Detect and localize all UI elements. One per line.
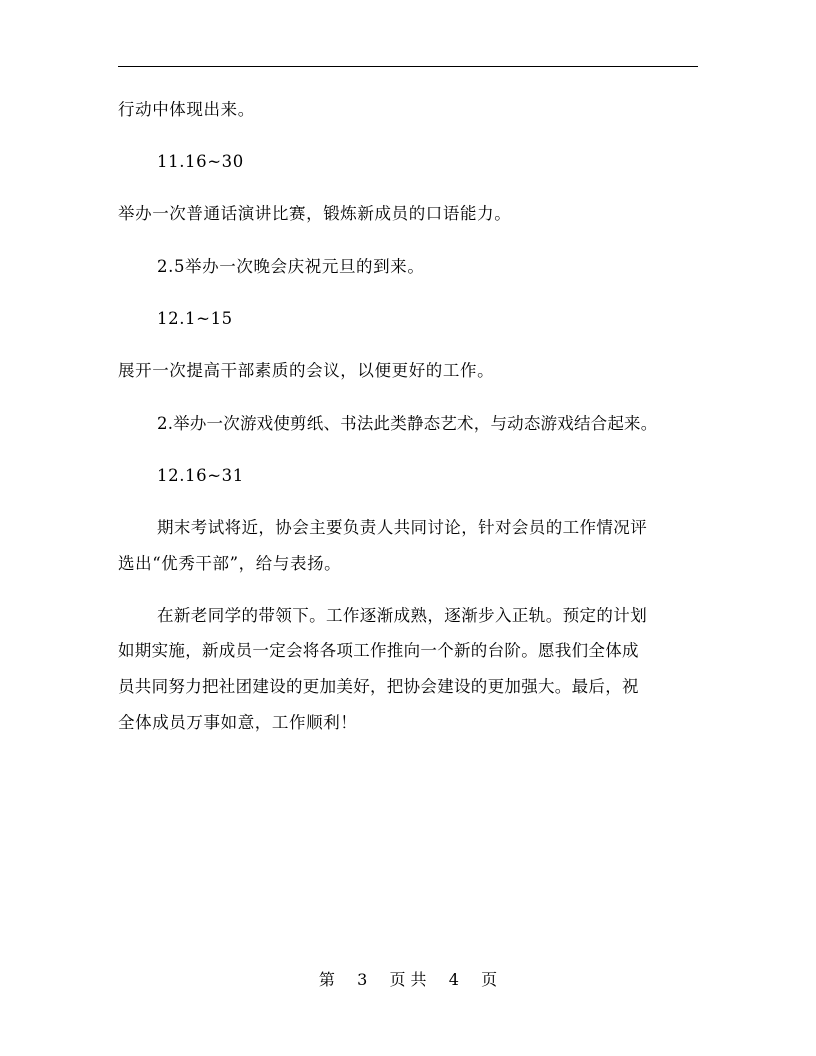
page-footer [0,970,816,990]
date-line-1: 11.16~30 [157,152,244,171]
text-line-3: 2.5举办一次晚会庆祝元旦的到来。 [157,257,425,276]
date-line-2: 12.1~15 [157,309,233,328]
paragraph-1-line-1: 期末考试将近，协会主要负责人共同讨论，针对会员的工作情况评 [157,518,648,537]
total-page-number: 4 [448,970,459,989]
paragraph-2-line-2: 如期实施，新成员一定会将各项工作推向一个新的台阶。愿我们全体成 [118,641,639,660]
date-line-3: 12.16~31 [157,466,244,485]
text-line-4: 展开一次提高干部素质的会议，以便更好的工作。 [118,361,495,380]
paragraph-1-line-2: 选出“优秀干部”，给与表扬。 [118,554,342,573]
header-divider [118,66,698,67]
text-line-5: 2.举办一次游戏使剪纸、书法此类静态艺术，与动态游戏结合起来。 [157,414,658,433]
footer-suffix: 页 [481,970,498,989]
paragraph-2-line-3: 员共同努力把社团建设的更加美好，把协会建设的更加强大。最后，祝 [118,677,639,696]
text-line-1: 行动中体现出来。 [118,100,255,119]
text-line-2: 举办一次普通话演讲比赛，锻炼新成员的口语能力。 [118,204,512,223]
current-page-number: 3 [357,970,368,989]
footer-prefix: 第 [318,970,335,989]
paragraph-2-line-1: 在新老同学的带领下。工作逐渐成熟，逐渐步入正轨。预定的计划 [157,606,648,625]
paragraph-2-line-4: 全体成员万事如意，工作顺利！ [118,713,358,732]
footer-middle: 页 共 [389,970,427,989]
